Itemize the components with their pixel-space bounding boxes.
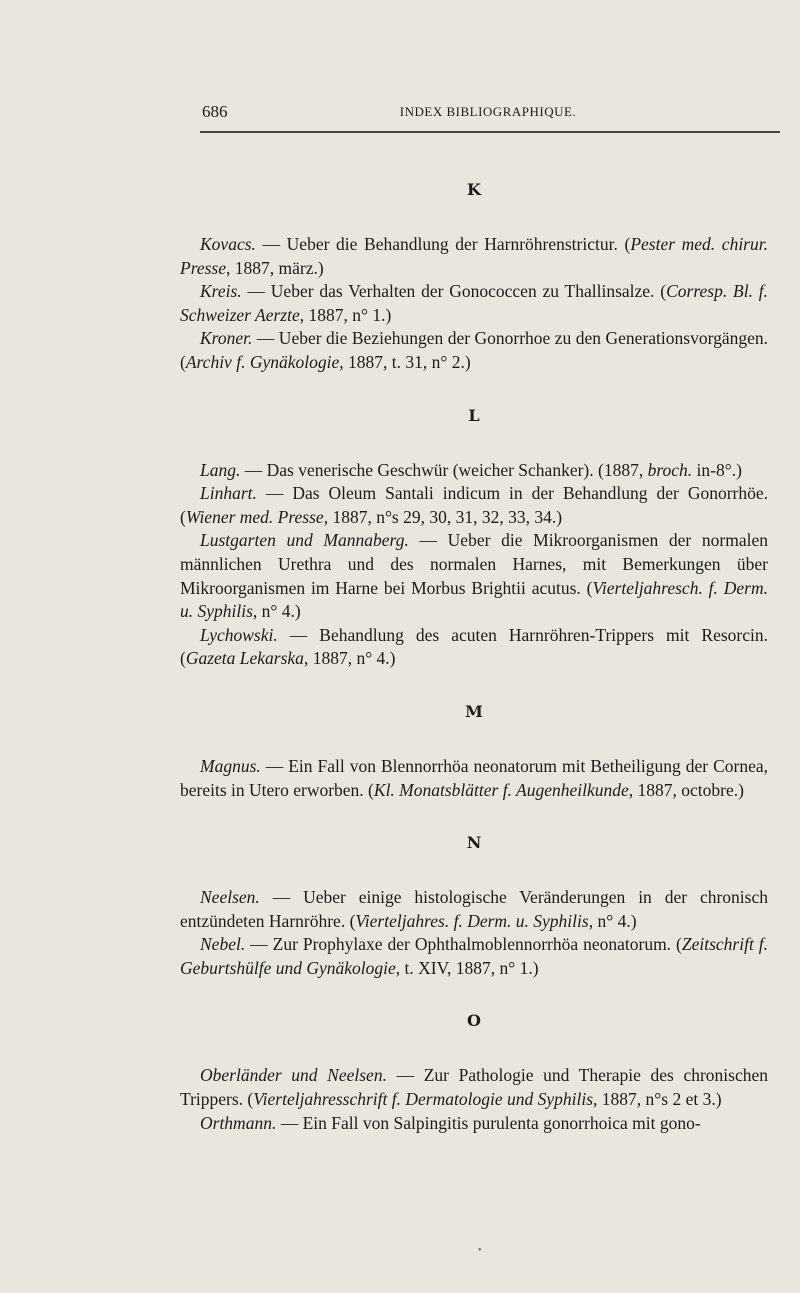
entry-title: — Ueber einige histologische Veränderungen in der chronisch entzündeten Harnröhre. ( <box>180 887 768 931</box>
header-rule <box>200 131 780 133</box>
entry-author: Lustgarten und Mannaberg. <box>200 530 409 551</box>
entry-source: broch. <box>647 459 693 480</box>
entry-author: Kroner. <box>200 328 253 349</box>
entry-details: , 1887, octobre.) <box>628 779 744 800</box>
bibliography-entry <box>180 482 768 529</box>
entry-author: Oberländer und Neelsen. <box>200 1065 387 1086</box>
bibliography-entry <box>180 529 768 623</box>
entry-details: , n° 4.) <box>252 601 301 622</box>
entry-author: Orthmann. <box>200 1112 277 1133</box>
entry-author: Linhart. <box>200 483 257 504</box>
entry-source: Zeitschrift f. Geburtshülfe und Gynäkologie <box>180 934 769 978</box>
entry-author: Neelsen. <box>200 887 260 908</box>
entry-author: Nebel. <box>200 934 246 955</box>
entry-author: Lychowski. <box>200 624 278 645</box>
entry-details: , 1887, t. 31, n° 2.) <box>339 351 471 372</box>
entry-title: — Ueber die Behandlung der Harnröhrenstrictur. ( <box>255 234 631 254</box>
entry-title: — Ueber das Verhalten der Gonococcen zu Thallinsalze. ( <box>241 281 667 302</box>
section-gap <box>180 980 768 1009</box>
running-title: INDEX BIBLIOGRAPHIQUE. <box>399 104 577 119</box>
entry-source: Corresp. Bl. f. Schweizer Aerzte <box>180 281 768 325</box>
page-number: 686 <box>202 102 228 121</box>
entry-source: Vierteljahresch. f. Derm. u. Syphilis <box>180 577 768 622</box>
bibliography-entry <box>180 755 768 802</box>
entry-details: , t. XIV, 1887, n° 1.) <box>395 957 539 978</box>
bibliography-entry <box>180 280 768 327</box>
entry-source: Vierteljahres. f. Derm. u. Syphilis <box>355 910 589 931</box>
bibliography-entry <box>180 1064 768 1111</box>
bibliography-entry <box>180 1112 768 1136</box>
bibliography-entry <box>180 233 768 280</box>
bibliography-body <box>180 178 768 1135</box>
entry-details: , n° 4.) <box>588 910 637 931</box>
entry-source: Gazeta Lekarska <box>185 648 304 669</box>
entry-author: Kovacs. <box>200 234 256 254</box>
entry-source: Pester med. chirur. Presse <box>180 234 768 278</box>
section-letter: M <box>465 701 483 721</box>
entry-title: — Das Oleum Santali indicum in der Behandlung der Gonorrhöe. ( <box>180 483 768 527</box>
entry-details: , 1887, n°s 2 et 3.) <box>593 1089 722 1110</box>
entry-author: Lang. <box>200 459 241 480</box>
entry-details: , 1887, n° 4.) <box>303 648 396 669</box>
footer-mark: • <box>478 1245 482 1256</box>
entry-title: — Ueber die Mikroorganismen der normalen männlichen Urethra und des normalen Harnes, mit Bemerkungen über Mikroorganismen im Harne bei Morbus Brightii acutus. ( <box>180 530 768 598</box>
entry-title: — Behandlung des acuten Harnröhren-Trippers mit Resorcin. ( <box>180 624 768 669</box>
entry-author: Magnus. <box>200 755 261 776</box>
section-gap <box>180 802 768 831</box>
bibliography-entry <box>180 886 768 933</box>
bibliography-entry <box>180 327 768 374</box>
entry-details: , 1887, n° 1.) <box>299 304 392 325</box>
entry-title: — Ueber die Beziehungen der Gonorrhoe zu den Generationsvorgängen. ( <box>180 328 768 372</box>
entry-details: , 1887, n°s 29, 30, 31, 32, 33, 34.) <box>323 506 563 527</box>
entry-source: Kl. Monatsblätter f. Augenheilkunde <box>373 779 629 800</box>
entry-title: — Das venerische Geschwür (weicher Schanker). (1887, <box>240 459 648 480</box>
page-header <box>202 102 774 124</box>
entry-title: — Zur Pathologie und Therapie des chronischen Trippers. ( <box>180 1065 768 1110</box>
entry-details: , 1887, märz.) <box>226 257 324 278</box>
section-letter: N <box>466 833 482 853</box>
entry-details: in-8°.) <box>692 459 742 480</box>
entry-author: Kreis. <box>200 281 242 302</box>
section-letter: K <box>467 180 481 199</box>
section-letter: L <box>468 405 480 425</box>
entry-source: Wiener med. Presse <box>185 506 324 527</box>
section-letter: O <box>467 1011 481 1031</box>
bibliography-entry <box>180 624 768 671</box>
entry-source: Archiv f. Gynäkologie <box>185 351 340 372</box>
section-gap <box>180 375 768 404</box>
bibliography-entry <box>180 933 768 980</box>
entry-title: — Zur Prophylaxe der Ophthalmoblennorrhöa neonatorum. ( <box>245 934 682 955</box>
entry-title: — Ein Fall von Salpingitis purulenta gonorrhoica mit gono- <box>276 1112 701 1133</box>
bibliography-entry <box>180 459 768 483</box>
entry-source: Vierteljahresschrift f. Dermatologie und Syphilis <box>253 1089 594 1110</box>
section-gap <box>180 671 768 700</box>
entry-title: — Ein Fall von Blennorrhöa neonatorum mit Betheiligung der Cornea, bereits in Utero erworben. ( <box>180 755 768 800</box>
